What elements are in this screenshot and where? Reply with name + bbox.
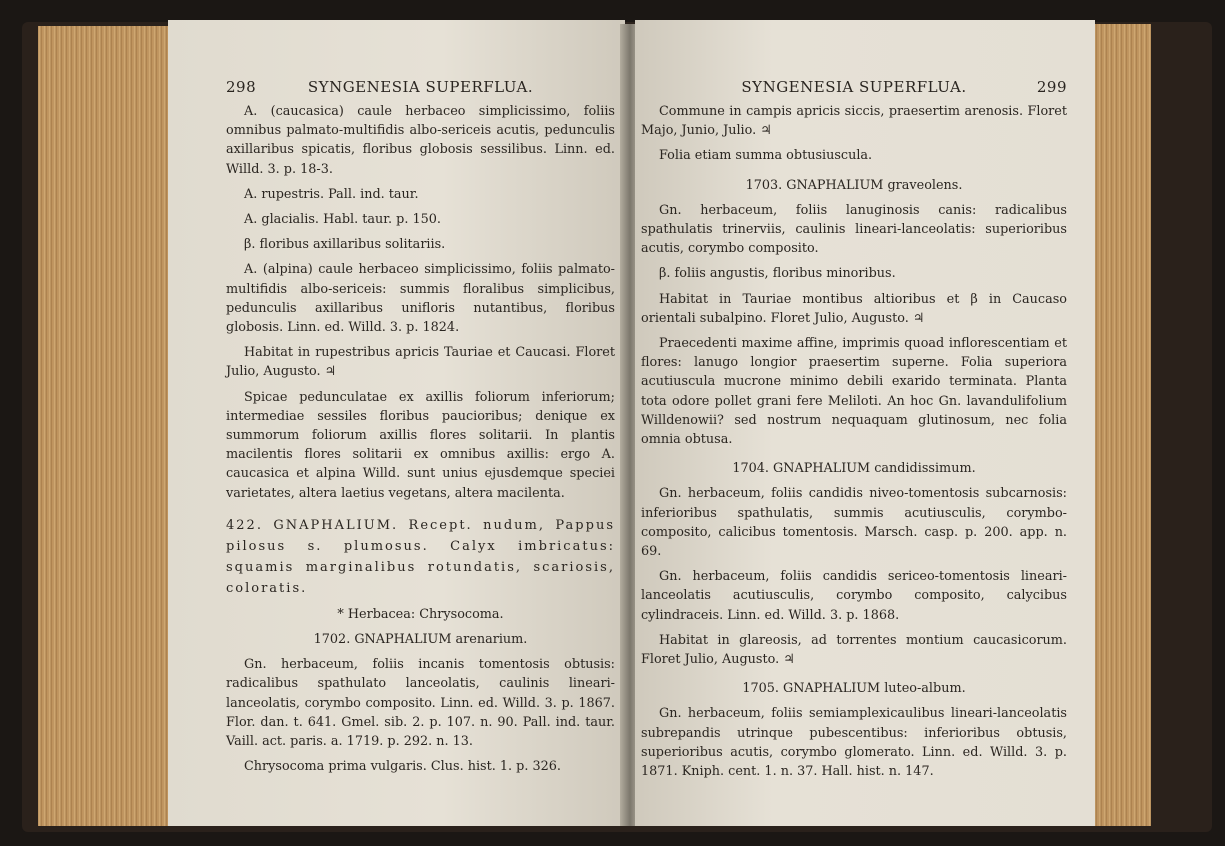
paragraph: A. glacialis. Habl. taur. p. 150.: [244, 212, 441, 228]
right-body: [641, 102, 1067, 781]
paragraph: Gn. herbaceum, foliis candidis sericeo-tomentosis lineari-lanceolatis acutiusculis, corymbo composito, calycibus cylindraceis. Linn. ed. Willd. 3. p. 1868.: [641, 569, 1067, 623]
right-page-number: 299: [1036, 78, 1067, 96]
right-page: [635, 20, 1095, 826]
paragraph: A. rupestris. Pall. ind. taur.: [244, 186, 419, 202]
paragraph: Gn. herbaceum, foliis lanuginosis canis: radicalibus spathulatis trinerviis, caulinis lineari-lanceolatis: superioribus acutis, corymbo composito.: [641, 202, 1067, 257]
paragraph: Chrysocoma prima vulgaris. Clus. hist. 1. p. 326.: [244, 759, 561, 775]
left-body: [226, 102, 615, 776]
genus-heading: 422. GNAPHALIUM. Recept. nudum, Pappus pilosus s. plumosus. Calyx imbricatus: squamis marginalibus rotundatis, scariosis, coloratis.: [226, 517, 615, 596]
paragraph: Folia etiam summa obtusiuscula.: [659, 148, 873, 164]
left-page-number: 298: [226, 78, 257, 96]
right-header: [641, 78, 1067, 102]
paragraph: Gn. herbaceum, foliis semiamplexicaulibus lineari-lanceolatis subrepandis utrinque pubescentibus: inferioribus obtusis, superioribus acutis, corymbo glomerato. Linn. ed. Willd. 3. p. 1871. Kniph. cent. 1. n. 37. Hall. hist. n. 147.: [641, 706, 1067, 780]
paragraph: Spicae pedunculatae ex axillis foliorum inferiorum; intermediae sessiles floribus paucioribus; denique ex summorum foliorum axillis flores solitarii. In plantis macilentis flores solitarii ex omnibus axillis: ergo A. caucasica et alpina Willd. sunt unius ejusdemque speciei varietates, altera laetius vegetans, altera macilenta.: [226, 389, 615, 501]
paragraph: Gn. herbaceum, foliis incanis tomentosis obtusis: radicalibus spathulato lanceolatis, caulinis lineari-lanceolatis, corymbo composito. Linn. ed. Willd. 3. p. 1867. Flor. dan. t. 641. Gmel. sib. 2. p. 107. n. 90. Pall. ind. taur. Vaill. act. paris. a. 1719. p. 292. n. 13.: [226, 657, 615, 750]
right-page-edges: [1093, 24, 1151, 826]
paragraph: Habitat in rupestribus apricis Tauriae et Caucasi. Floret Julio, Augusto. ♃: [226, 345, 615, 380]
paragraph: Praecedenti maxime affine, imprimis quoad inflorescentiam et flores: lanugo longior praesertim superne. Folia superiora acutiuscula mucrone minimo debili exarido terminata. Planta tota odore pollet grani fere Meliloti. An hoc Gn. lavandulifolium Willdenowii? sed nostrum nequaquam glutinosum, nec folia omnia obtusa.: [641, 336, 1067, 448]
species-heading: 1703. GNAPHALIUM graveolens.: [745, 177, 963, 193]
section-heading: * Herbacea: Chrysocoma.: [337, 606, 504, 622]
species-heading: 1702. GNAPHALIUM arenarium.: [313, 632, 528, 648]
left-page-edges: [38, 26, 170, 826]
left-page: [168, 20, 625, 826]
paragraph: Habitat in Tauriae montibus altioribus et β in Caucaso orientali subalpino. Floret Julio, Augusto. ♃: [641, 291, 1067, 326]
left-running-title: SYNGENESIA SUPERFLUA.: [307, 78, 534, 96]
paragraph: Habitat in glareosis, ad torrentes montium caucasicorum. Floret Julio, Augusto. ♃: [641, 632, 1067, 668]
paragraph: A. (caucasica) caule herbaceo simplicissimo, foliis omnibus palmato-multifidis albo-sericeis acutis, pedunculis axillaribus spicatis, floribus globosis sessilibus. Linn. ed. Willd. 3. p. 18-3.: [226, 104, 615, 177]
paragraph: β. floribus axillaribus solitariis.: [244, 237, 446, 253]
left-header: [226, 78, 615, 102]
right-running-title: SYNGENESIA SUPERFLUA.: [741, 78, 967, 96]
paragraph: Commune in campis apricis siccis, praesertim arenosis. Floret Majo, Junio, Julio. ♃: [641, 104, 1067, 139]
paragraph: β. foliis angustis, floribus minoribus.: [659, 266, 896, 282]
paragraph: Gn. herbaceum, foliis candidis niveo-tomentosis subcarnosis: inferioribus spathulatis, summis acutiusculis, corymbo-composito, calicibus tomentosis. Marsch. casp. p. 200. app. n. 69.: [641, 486, 1067, 560]
paragraph: A. (alpina) caule herbaceo simplicissimo, foliis palmato-multifidis albo-sericeis: summis floralibus simplicibus, pedunculis axillaribus unifloris nutantibus, floribus globosis. Linn. ed. Willd. 3. p. 1824.: [226, 262, 615, 336]
species-heading: 1705. GNAPHALIUM luteo-album.: [742, 681, 966, 697]
species-heading: 1704. GNAPHALIUM candidissimum.: [732, 461, 976, 477]
